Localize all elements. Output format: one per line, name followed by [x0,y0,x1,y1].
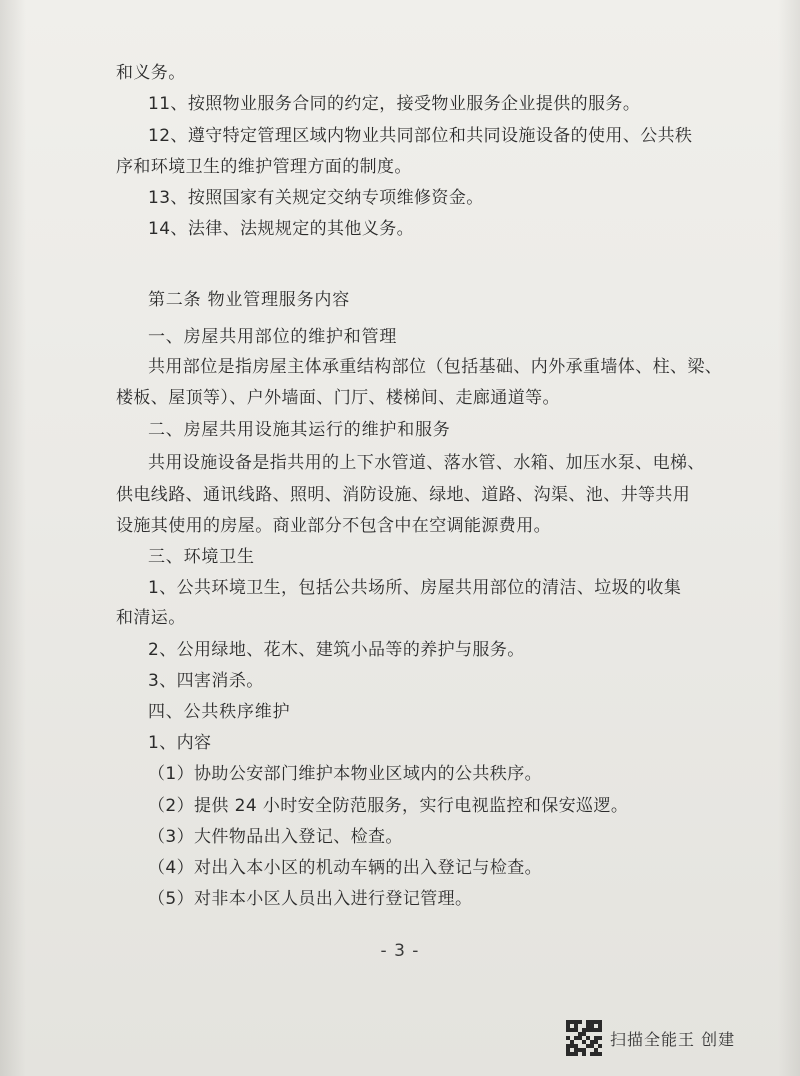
watermark-text: 扫描全能王 创建 [610,1029,736,1049]
text-line: 2、公用绿地、花木、建筑小品等的养护与服务。 [148,640,525,660]
text-line: 供电线路、通讯线路、照明、消防设施、绿地、道路、沟渠、池、井等共用 [116,485,691,505]
text-line: 设施其使用的房屋。商业部分不包含中在空调能源费用。 [116,516,551,536]
text-line: 1、内容 [148,733,212,753]
text-line: 14、法律、法规规定的其他义务。 [148,219,415,239]
text-line: 11、按照物业服务合同的约定，接受物业服务企业提供的服务。 [148,94,641,114]
section-heading: 第二条 物业管理服务内容 [148,290,351,310]
text-line: 3、四害消杀。 [148,671,264,691]
list-item: （3）大件物品出入登记、检查。 [148,827,403,847]
text-line: 共用设施设备是指共用的上下水管道、落水管、水箱、加压水泵、电梯、 [148,453,705,473]
text-line: 13、按照国家有关规定交纳专项维修资金。 [148,188,484,208]
list-item: （5）对非本小区人员出入进行登记管理。 [148,889,473,909]
text-line: 序和环境卫生的维护管理方面的制度。 [116,157,412,177]
text-line: 和义务。 [116,63,186,83]
scanner-watermark [566,1018,735,1058]
list-item: （2）提供 24 小时安全防范服务，实行电视监控和保安巡逻。 [148,796,629,816]
text-line: 12、遵守特定管理区域内物业共同部位和共同设施设备的使用、公共秩 [148,126,693,146]
page-number: - 3 - [380,941,420,961]
text-line: 和清运。 [116,608,186,628]
page-edge-shadow-right [778,0,800,1076]
text-line: 共用部位是指房屋主体承重结构部位（包括基础、内外承重墙体、柱、梁、 [148,357,723,377]
text-line: 楼板、屋顶等）、户外墙面、门厅、楼梯间、走廊通道等。 [116,388,560,408]
text-line: 1、公共环境卫生，包括公共场所、房屋共用部位的清洁、垃圾的收集 [148,578,682,598]
subsection-heading: 三、环境卫生 [148,547,255,567]
subsection-heading: 二、房屋共用设施其运行的维护和服务 [148,420,451,440]
subsection-heading: 四、公共秩序维护 [148,702,291,722]
list-item: （4）对出入本小区的机动车辆的出入登记与检查。 [148,858,543,878]
qr-code-icon [566,1020,602,1056]
subsection-heading: 一、房屋共用部位的维护和管理 [148,327,398,347]
page-edge-shadow-left [0,0,26,1076]
list-item: （1）协助公安部门维护本物业区域内的公共秩序。 [148,764,543,784]
